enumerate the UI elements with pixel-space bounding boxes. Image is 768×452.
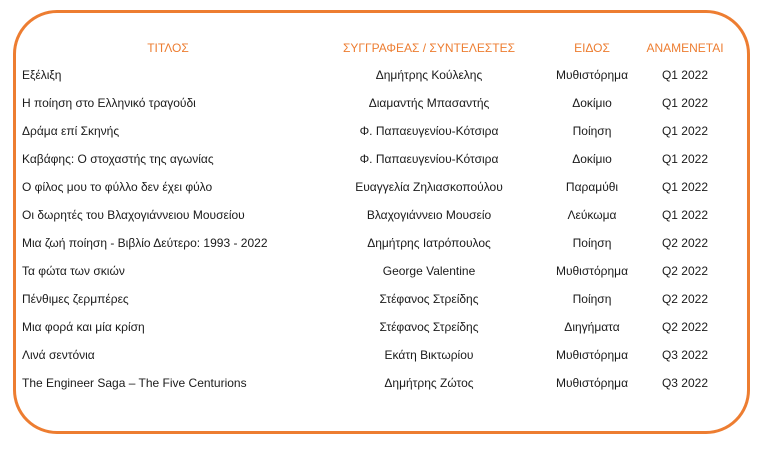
cell-title: Ο φίλος μου το φύλλο δεν έχει φύλο: [22, 180, 213, 194]
cell-author: Δημήτρης Ζώτος: [384, 376, 474, 390]
cell-author: Διαμαντής Μπασαντής: [368, 96, 490, 110]
cell-genre: Μυθιστόρημα: [555, 264, 629, 278]
cell-expected: Q2 2022: [661, 264, 709, 278]
header-row: [22, 35, 730, 61]
cell-title: Οι δωρητές του Βλαχογιάννειου Μουσείου: [22, 208, 245, 222]
table-row: [22, 313, 730, 341]
cell-genre: Ποίηση: [572, 236, 612, 250]
table-row: [22, 369, 730, 397]
cell-author: Δημήτρης Κούλελης: [375, 68, 483, 82]
cell-author: Φ. Παπαευγενίου-Κότσιρα: [359, 124, 499, 138]
cell-title: Εξέλιξη: [22, 68, 62, 82]
cell-expected: Q2 2022: [661, 292, 709, 306]
cell-genre: Διηγήματα: [564, 320, 620, 334]
cell-author: Βλαχογιάννειο Μουσείο: [366, 208, 492, 222]
cell-title: Λινά σεντόνια: [22, 348, 95, 362]
table-row: [22, 285, 730, 313]
table-row: [22, 173, 730, 201]
header-title: ΤΙΤΛΟΣ: [147, 41, 189, 55]
table-row: [22, 341, 730, 369]
cell-expected: Q3 2022: [661, 376, 709, 390]
table-row: [22, 201, 730, 229]
cell-genre: Μυθιστόρημα: [555, 376, 629, 390]
cell-title: Τα φώτα των σκιών: [22, 264, 125, 278]
cell-author: Ευαγγελία Ζηλιασκοπούλου: [355, 180, 503, 194]
table-row: [22, 257, 730, 285]
cell-expected: Q1 2022: [661, 96, 709, 110]
cell-genre: Μυθιστόρημα: [555, 348, 629, 362]
header-author: ΣΥΓΓΡΑΦΕΑΣ / ΣΥΝΤΕΛΕΣΤΕΣ: [342, 41, 516, 55]
cell-title: Καβάφης: Ο στοχαστής της αγωνίας: [22, 152, 214, 166]
cell-title: Μια ζωή ποίηση - Βιβλίο Δεύτερο: 1993 - 2022: [22, 236, 268, 250]
cell-author: Φ. Παπαευγενίου-Κότσιρα: [359, 152, 499, 166]
cell-author: Δημήτρης Ιατρόπουλος: [367, 236, 491, 250]
cell-title: Δράμα επί Σκηνής: [22, 124, 120, 138]
table-row: [22, 117, 730, 145]
cell-expected: Q2 2022: [661, 236, 709, 250]
cell-genre: Λεύκωμα: [567, 208, 617, 222]
cell-title: Μια φορά και μία κρίση: [22, 320, 145, 334]
header-expected: ΑΝΑΜΕΝΕΤΑΙ: [646, 41, 724, 55]
cell-expected: Q1 2022: [661, 208, 709, 222]
cell-expected: Q1 2022: [661, 68, 709, 82]
cell-genre: Παραμύθι: [565, 180, 619, 194]
cell-expected: Q1 2022: [661, 180, 709, 194]
cell-author: Στέφανος Στρείδης: [379, 320, 479, 334]
cell-expected: Q1 2022: [661, 152, 709, 166]
cell-title: The Engineer Saga – The Five Centurions: [22, 376, 247, 390]
header-genre: ΕΙΔΟΣ: [574, 41, 610, 55]
table-row: [22, 145, 730, 173]
table-row: [22, 61, 730, 89]
cell-genre: Ποίηση: [572, 124, 612, 138]
cell-author: Στέφανος Στρείδης: [379, 292, 479, 306]
cell-genre: Ποίηση: [572, 292, 612, 306]
cell-expected: Q1 2022: [661, 124, 709, 138]
cell-author: Εκάτη Βικτωρίου: [384, 348, 474, 362]
cell-genre: Δοκίμιο: [572, 152, 612, 166]
cell-author: George Valentine: [382, 264, 476, 278]
cell-expected: Q2 2022: [661, 320, 709, 334]
upcoming-books-table: [22, 35, 730, 397]
table-row: [22, 89, 730, 117]
cell-genre: Μυθιστόρημα: [555, 68, 629, 82]
cell-expected: Q3 2022: [661, 348, 709, 362]
cell-genre: Δοκίμιο: [572, 96, 612, 110]
cell-title: Η ποίηση στο Ελληνικό τραγούδι: [22, 96, 196, 110]
table-row: [22, 229, 730, 257]
cell-title: Πένθιμες ζερμπέρες: [22, 292, 129, 306]
